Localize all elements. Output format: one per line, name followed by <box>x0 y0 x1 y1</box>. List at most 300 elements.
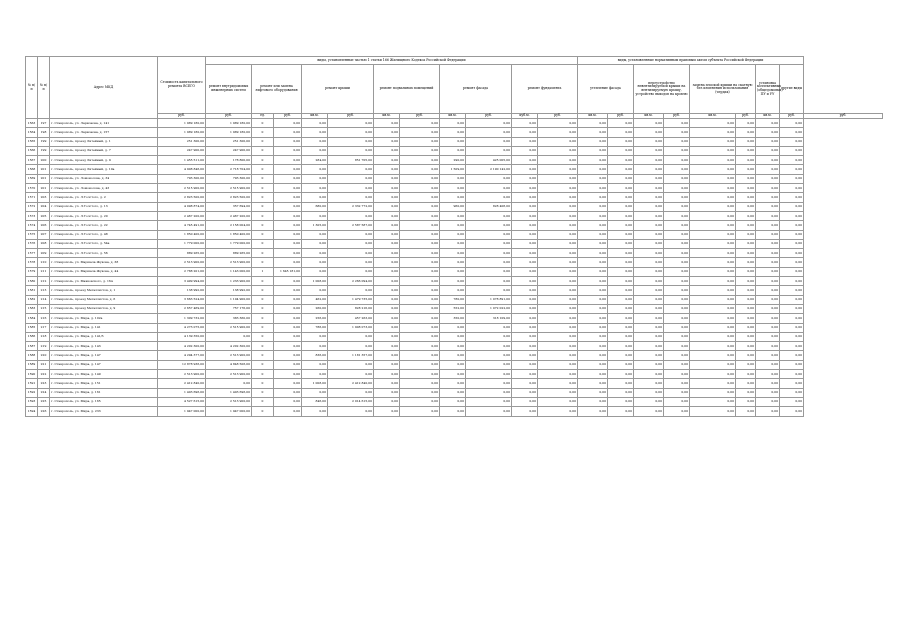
cell-fun: 0,00 <box>736 351 756 360</box>
cell-f: 0,00 <box>466 137 512 146</box>
cell-m: 213 <box>38 286 50 295</box>
cell-f: 0,00 <box>466 397 512 406</box>
cell-fun: 0,00 <box>736 323 756 332</box>
cell-sys: 2 513 900,00 <box>206 351 252 360</box>
cell-fun: 0,00 <box>578 184 608 193</box>
cell-cost: 3 663 524,00 <box>158 295 206 304</box>
table-row <box>26 388 883 397</box>
sub-lift: ремонт или замена лифтового оборудования <box>252 65 302 114</box>
cell-a: г. Ставрополь, ул. Мира, д. 233 <box>50 407 158 416</box>
cell-pk: 0,00 <box>374 249 400 258</box>
cell-pk: 0,00 <box>374 119 400 128</box>
table-row <box>26 277 883 286</box>
cell-fun: 0,00 <box>736 397 756 406</box>
cell-fk: 0,00 <box>440 388 466 397</box>
cell-fun: 0,00 <box>736 258 756 267</box>
cell-fun: 0,00 <box>756 221 780 230</box>
cell-a: г. Ставрополь, проезд Металлистов, д. 1 <box>50 286 158 295</box>
cell-cost: 4 908 846,00 <box>158 165 206 174</box>
cell-sys: 2 513 900,00 <box>206 370 252 379</box>
cell-fun: 0,00 <box>608 249 634 258</box>
cell-f: 0,00 <box>466 323 512 332</box>
cell-fk: 0,00 <box>440 342 466 351</box>
cell-fun: 0,00 <box>608 211 634 220</box>
cell-fun: 0,00 <box>538 174 578 183</box>
cell-fun: 0,00 <box>756 286 780 295</box>
cell-lift: 0,00 <box>274 351 302 360</box>
cell-pk: 0,00 <box>374 351 400 360</box>
cell-fun: 0,00 <box>664 388 690 397</box>
cell-f: 0,00 <box>466 407 512 416</box>
cell-n: 1572 <box>26 202 38 211</box>
cell-fun: 0,00 <box>512 193 538 202</box>
cell-fun: 0,00 <box>578 323 608 332</box>
cell-m: 199 <box>38 137 50 146</box>
cell-pk: 0,00 <box>374 388 400 397</box>
table-row <box>26 165 883 174</box>
cell-el: 0 <box>252 128 274 137</box>
cell-a: г. Ставрополь, ул. Л.Толстого, д. 22 <box>50 221 158 230</box>
cell-p: 0,00 <box>400 156 440 165</box>
cell-fun: 0,00 <box>664 351 690 360</box>
cell-m: 219 <box>38 342 50 351</box>
cell-sys: 357 694,00 <box>206 202 252 211</box>
cell-fun: 0,00 <box>608 314 634 323</box>
cell-el: 0 <box>252 295 274 304</box>
cell-lift: 0,00 <box>274 286 302 295</box>
group-left-header: виды, установленные частью 1 статьи 166 Жилищного Кодекса Российской Федерации <box>206 57 578 65</box>
cell-fun: 0,00 <box>756 193 780 202</box>
cell-r: 2 266 094,00 <box>328 277 374 286</box>
cell-n: 1593 <box>26 397 38 406</box>
cell-fun: 0,00 <box>780 397 804 406</box>
cell-a: г. Ставрополь, ул. Л.Толстого, д. 48 <box>50 230 158 239</box>
cell-fun: 0,00 <box>756 249 780 258</box>
cell-fun: 0,00 <box>512 156 538 165</box>
repair-program-table <box>25 56 883 417</box>
cell-f: 0,00 <box>466 119 512 128</box>
cell-fun: 0,00 <box>634 156 664 165</box>
cell-n: 1585 <box>26 323 38 332</box>
cell-fun: 0,00 <box>736 202 756 211</box>
cell-fun: 0,00 <box>664 332 690 341</box>
cell-el: 0 <box>252 221 274 230</box>
cell-lift: 0,00 <box>274 388 302 397</box>
cell-r: 0,00 <box>328 267 374 276</box>
cell-m: 201 <box>38 174 50 183</box>
cell-r: 828 216,00 <box>328 304 374 313</box>
cell-a: г. Ставрополь, ул. Маяковского, д. 16А <box>50 277 158 286</box>
cell-fk: 0,00 <box>440 370 466 379</box>
cell-pk: 0,00 <box>374 165 400 174</box>
cell-fk: 0,00 <box>440 407 466 416</box>
cell-m: 221 <box>38 360 50 369</box>
cell-fun: 0,00 <box>634 193 664 202</box>
table-row <box>26 202 883 211</box>
cell-pk: 0,00 <box>374 397 400 406</box>
cell-cost: 2 467 200,00 <box>158 211 206 220</box>
cell-f: 0,00 <box>466 128 512 137</box>
cell-rk: 0,00 <box>302 230 328 239</box>
cell-rk: 0,00 <box>302 407 328 416</box>
cell-p: 0,00 <box>400 165 440 174</box>
cell-n: 1583 <box>26 304 38 313</box>
cell-f: 0,00 <box>466 146 512 155</box>
cell-fk: 290,00 <box>440 156 466 165</box>
cell-fun: 0,00 <box>634 277 664 286</box>
cell-pk: 0,00 <box>374 221 400 230</box>
unit-cell: кв.м. <box>690 114 736 119</box>
cell-el: 0 <box>252 202 274 211</box>
cell-lift: 0,00 <box>274 304 302 313</box>
cell-fun: 0,00 <box>608 351 634 360</box>
cell-f: 2 190 142,00 <box>466 165 512 174</box>
cell-fun: 0,00 <box>664 258 690 267</box>
cell-n: 1567 <box>26 156 38 165</box>
cell-fk: 0,00 <box>440 128 466 137</box>
cell-fun: 0,00 <box>634 370 664 379</box>
cell-fun: 0,00 <box>512 165 538 174</box>
cell-sys: 1 989 180,00 <box>206 128 252 137</box>
cell-cost: 1 309 732,00 <box>158 314 206 323</box>
cell-f: 0,00 <box>466 193 512 202</box>
cell-fun: 0,00 <box>608 286 634 295</box>
cell-fk: 0,00 <box>440 193 466 202</box>
cell-n: 1563 <box>26 119 38 128</box>
cell-cost: 1 779 000,00 <box>158 239 206 248</box>
cell-fun: 0,00 <box>756 165 780 174</box>
cell-cost: 4 273 075,00 <box>158 323 206 332</box>
cell-rk: 0,00 <box>302 137 328 146</box>
cell-cost: 2 513 900,00 <box>158 258 206 267</box>
cell-cost: 1 989 180,00 <box>158 128 206 137</box>
cell-fun: 0,00 <box>512 137 538 146</box>
cell-el: 0 <box>252 342 274 351</box>
cell-fun: 0,00 <box>512 342 538 351</box>
cell-fun: 0,00 <box>756 388 780 397</box>
cell-lift: 0,00 <box>274 370 302 379</box>
cell-fun: 0,00 <box>608 146 634 155</box>
cell-p: 0,00 <box>400 239 440 248</box>
col-no2: № п/п <box>38 57 50 119</box>
cell-fun: 0,00 <box>512 360 538 369</box>
cell-fun: 0,00 <box>664 165 690 174</box>
cell-fun: 0,00 <box>780 379 804 388</box>
cell-fun: 0,00 <box>756 351 780 360</box>
cell-cost: 247 900,00 <box>158 146 206 155</box>
cell-lift: 0,00 <box>274 119 302 128</box>
cell-a: г. Ставрополь, ул. Ломоносова, д. 43 <box>50 184 158 193</box>
cell-a: г. Ставрополь, ул. Мира, д. 141 <box>50 323 158 332</box>
cell-f: 0,00 <box>466 277 512 286</box>
sub-systems: ремонт внутридомовых инженерных систем <box>206 65 252 114</box>
cell-m: 225 <box>38 397 50 406</box>
cell-el: 0 <box>252 230 274 239</box>
cell-sys: 0,00 <box>206 332 252 341</box>
cell-fun: 0,00 <box>756 342 780 351</box>
cell-fun: 0,00 <box>634 267 664 276</box>
cell-el: 0 <box>252 156 274 165</box>
cell-r: 0,00 <box>328 137 374 146</box>
cell-fun: 0,00 <box>634 407 664 416</box>
cell-m: 212 <box>38 277 50 286</box>
cell-n: 1575 <box>26 230 38 239</box>
cell-fun: 0,00 <box>690 370 736 379</box>
cell-lift: 0,00 <box>274 332 302 341</box>
cell-lift: 0,00 <box>274 239 302 248</box>
cell-fun: 0,00 <box>578 407 608 416</box>
table-row <box>26 332 883 341</box>
cell-cost: 12 878 936,00 <box>158 360 206 369</box>
cell-m: 215 <box>38 304 50 313</box>
cell-fun: 0,00 <box>634 239 664 248</box>
unit-cell: руб. <box>538 114 578 119</box>
cell-fun: 0,00 <box>780 258 804 267</box>
cell-cost: 889 265,00 <box>158 249 206 258</box>
cell-fk: 0,00 <box>440 379 466 388</box>
cell-f: 0,00 <box>466 258 512 267</box>
cell-el: 0 <box>252 239 274 248</box>
cell-fun: 0,00 <box>634 165 664 174</box>
cell-fun: 0,00 <box>512 239 538 248</box>
cell-fun: 0,00 <box>608 128 634 137</box>
cell-p: 0,00 <box>400 286 440 295</box>
cell-m: 220 <box>38 351 50 360</box>
cell-fk: 0,00 <box>440 397 466 406</box>
cell-r: 0,00 <box>328 249 374 258</box>
cell-fun: 0,00 <box>634 119 664 128</box>
cell-rk: 0,00 <box>302 128 328 137</box>
cell-sys: 757 176,00 <box>206 304 252 313</box>
cell-fun: 0,00 <box>664 146 690 155</box>
cell-n: 1570 <box>26 184 38 193</box>
cell-fk: 960,00 <box>440 202 466 211</box>
cell-r: 1 181 357,00 <box>328 351 374 360</box>
table-row <box>26 156 883 165</box>
cell-fun: 0,00 <box>690 230 736 239</box>
cell-pk: 0,00 <box>374 407 400 416</box>
cell-pk: 0,00 <box>374 146 400 155</box>
unit-cell: руб. <box>780 114 804 119</box>
cell-r: 0,00 <box>328 239 374 248</box>
cell-fun: 0,00 <box>608 221 634 230</box>
cell-p: 0,00 <box>400 370 440 379</box>
cell-fun: 0,00 <box>512 314 538 323</box>
cell-sys: 2 718 704,00 <box>206 165 252 174</box>
cell-f: 425 005,00 <box>466 156 512 165</box>
table-row <box>26 342 883 351</box>
cell-rk: 0,00 <box>302 174 328 183</box>
cell-fun: 0,00 <box>512 370 538 379</box>
cell-fun: 0,00 <box>756 277 780 286</box>
cell-lift: 0,00 <box>274 314 302 323</box>
cell-rk: 0,00 <box>302 267 328 276</box>
cell-lift: 0,00 <box>274 128 302 137</box>
cell-fun: 0,00 <box>690 119 736 128</box>
cell-m: 201 <box>38 184 50 193</box>
cell-fk: 0,00 <box>440 174 466 183</box>
cell-fun: 0,00 <box>634 137 664 146</box>
cell-fun: 0,00 <box>578 342 608 351</box>
cell-rk: 836,00 <box>302 351 328 360</box>
cell-fun: 0,00 <box>736 314 756 323</box>
sub-roof: ремонт крыши <box>302 65 374 114</box>
unit-cell: кв.м. <box>440 114 466 119</box>
cell-f: 0,00 <box>466 342 512 351</box>
cell-el: 0 <box>252 119 274 128</box>
cell-sys: 1 403 696,00 <box>206 388 252 397</box>
cell-fk: 0,00 <box>440 221 466 230</box>
cell-fun: 0,00 <box>608 230 634 239</box>
cell-fun: 0,00 <box>690 332 736 341</box>
cell-fun: 0,00 <box>664 323 690 332</box>
cell-fun: 0,00 <box>608 277 634 286</box>
cell-sys: 793 300,00 <box>206 174 252 183</box>
cell-el: 0 <box>252 137 274 146</box>
cell-pk: 0,00 <box>374 332 400 341</box>
cell-fun: 0,00 <box>538 128 578 137</box>
cell-fun: 0,00 <box>736 184 756 193</box>
cell-a: г. Ставрополь, ул. Л.Толстого, д. 56 <box>50 249 158 258</box>
cell-cost: 4 745 491,00 <box>158 221 206 230</box>
cell-fun: 0,00 <box>538 304 578 313</box>
cell-rk: 0,00 <box>302 184 328 193</box>
cell-fun: 0,00 <box>538 370 578 379</box>
cell-fun: 0,00 <box>512 211 538 220</box>
cell-fk: 0,00 <box>440 286 466 295</box>
cell-fun: 0,00 <box>780 249 804 258</box>
cell-fun: 0,00 <box>634 146 664 155</box>
cell-f: 0,00 <box>466 388 512 397</box>
cell-sys: 889 265,00 <box>206 249 252 258</box>
cell-pk: 0,00 <box>374 323 400 332</box>
cell-fun: 0,00 <box>634 184 664 193</box>
cell-f: 0,00 <box>466 184 512 193</box>
table-row <box>26 128 883 137</box>
cell-lift: 0,00 <box>274 407 302 416</box>
cell-pk: 0,00 <box>374 267 400 276</box>
cell-fun: 0,00 <box>664 230 690 239</box>
cell-fun: 0,00 <box>690 277 736 286</box>
cell-m: 209 <box>38 249 50 258</box>
cell-fun: 0,00 <box>608 184 634 193</box>
unit-cell: руб. <box>400 114 440 119</box>
cell-fun: 0,00 <box>736 295 756 304</box>
cell-r: 0,00 <box>328 332 374 341</box>
unit-cell: куб.м. <box>512 114 538 119</box>
cell-fun: 0,00 <box>578 128 608 137</box>
cell-lift: 0,00 <box>274 249 302 258</box>
cell-cost: 1 989 180,00 <box>158 119 206 128</box>
cell-fun: 0,00 <box>736 277 756 286</box>
cell-fun: 0,00 <box>780 165 804 174</box>
cell-fun: 0,00 <box>780 351 804 360</box>
cell-r: 457 263,00 <box>328 314 374 323</box>
cell-m: 224 <box>38 388 50 397</box>
cell-f: 0,00 <box>466 221 512 230</box>
cell-fun: 0,00 <box>756 360 780 369</box>
cell-fk: 0,00 <box>440 249 466 258</box>
cell-fun: 0,00 <box>608 174 634 183</box>
cell-fun: 0,00 <box>690 360 736 369</box>
cell-fun: 0,00 <box>634 351 664 360</box>
cell-fun: 0,00 <box>512 230 538 239</box>
cell-rk: 0,00 <box>302 258 328 267</box>
cell-sys: 1 779 000,00 <box>206 239 252 248</box>
cell-fun: 0,00 <box>512 174 538 183</box>
cell-fun: 0,00 <box>538 277 578 286</box>
cell-fun: 0,00 <box>736 342 756 351</box>
cell-fun: 0,00 <box>578 295 608 304</box>
cell-m: 200 <box>38 156 50 165</box>
cell-sys: 1 233 900,00 <box>206 277 252 286</box>
cell-sys: 2 158 004,00 <box>206 221 252 230</box>
cell-fun: 0,00 <box>634 314 664 323</box>
cell-fun: 0,00 <box>608 323 634 332</box>
cell-fun: 0,00 <box>664 360 690 369</box>
cell-fun: 0,00 <box>578 332 608 341</box>
cell-m: 203 <box>38 193 50 202</box>
cell-fun: 0,00 <box>664 370 690 379</box>
cell-a: г. Ставрополь, ул. Ларионова, д. 157 <box>50 128 158 137</box>
cell-el: 0 <box>252 332 274 341</box>
cell-rk: 0,00 <box>302 165 328 174</box>
cell-fun: 0,00 <box>578 249 608 258</box>
cell-r: 0,00 <box>328 193 374 202</box>
cell-pk: 0,00 <box>374 128 400 137</box>
cell-a: г. Ставрополь, ул. Ларионова, д. 141 <box>50 119 158 128</box>
cell-fun: 0,00 <box>780 128 804 137</box>
cell-f: 0,00 <box>466 249 512 258</box>
cell-fun: 0,00 <box>756 146 780 155</box>
cell-fun: 0,00 <box>690 295 736 304</box>
cell-fun: 0,00 <box>664 249 690 258</box>
cell-fun: 0,00 <box>664 156 690 165</box>
cell-fun: 0,00 <box>634 221 664 230</box>
cell-n: 1590 <box>26 370 38 379</box>
cell-fun: 0,00 <box>538 258 578 267</box>
cell-fun: 0,00 <box>538 286 578 295</box>
cell-p: 0,00 <box>400 221 440 230</box>
cell-r: 0,00 <box>328 230 374 239</box>
cell-fun: 0,00 <box>538 221 578 230</box>
cell-sys: 178 800,00 <box>206 156 252 165</box>
cell-sys: 4 848 506,00 <box>206 360 252 369</box>
cell-fun: 0,00 <box>538 314 578 323</box>
cell-fun: 0,00 <box>538 249 578 258</box>
cell-n: 1571 <box>26 193 38 202</box>
cell-fun: 0,00 <box>736 267 756 276</box>
cell-fun: 0,00 <box>780 146 804 155</box>
cell-fun: 0,00 <box>736 370 756 379</box>
cell-p: 0,00 <box>400 295 440 304</box>
cell-fun: 0,00 <box>690 211 736 220</box>
cell-m: 217 <box>38 323 50 332</box>
cell-f: 0,00 <box>466 286 512 295</box>
cell-cost: 2 515 900,00 <box>158 184 206 193</box>
cell-fun: 0,00 <box>756 156 780 165</box>
cell-fun: 0,00 <box>608 388 634 397</box>
cell-el: 0 <box>252 388 274 397</box>
cell-f: 0,00 <box>466 230 512 239</box>
cell-fun: 0,00 <box>578 211 608 220</box>
cell-fun: 0,00 <box>664 184 690 193</box>
cell-rk: 0,00 <box>302 388 328 397</box>
cell-n: 1594 <box>26 407 38 416</box>
cell-n: 1581 <box>26 286 38 295</box>
cell-cost: 2 513 900,00 <box>158 370 206 379</box>
cell-m: 201 <box>38 165 50 174</box>
